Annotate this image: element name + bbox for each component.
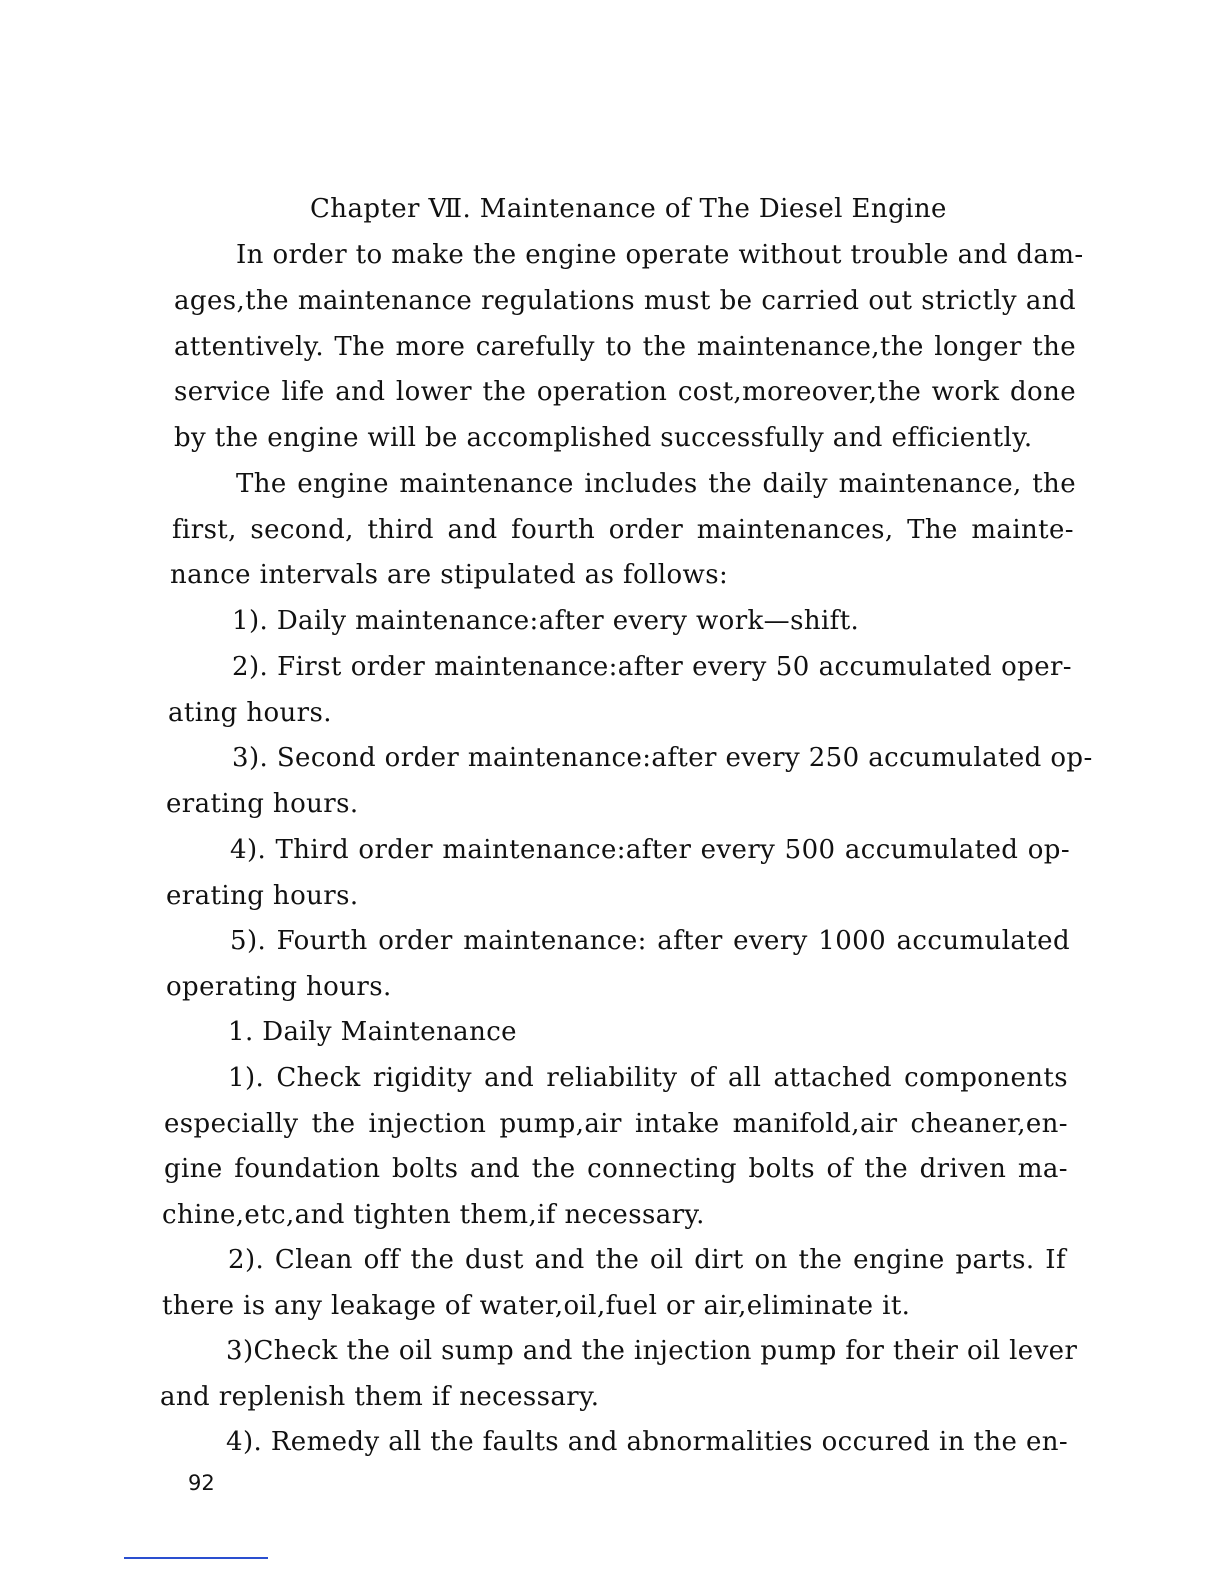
section-heading: 1. Daily Maintenance xyxy=(228,1017,517,1047)
text-line: by the engine will be accomplished successfully and efficiently. xyxy=(174,423,1033,453)
text-line: especially the injection pump,air intake manifold,air cheaner,en- xyxy=(164,1109,1068,1139)
page-number: 92 xyxy=(188,1471,215,1495)
text-line: The engine maintenance includes the daily maintenance, the xyxy=(236,469,1076,499)
text-line: chine,etc,and tighten them,if necessary. xyxy=(162,1200,705,1230)
text-line: 4). Third order maintenance:after every 500 accumulated op- xyxy=(230,835,1070,865)
text-line: 2). Clean off the dust and the oil dirt on the engine parts. If xyxy=(228,1245,1066,1275)
text-line: 3)Check the oil sump and the injection pump for their oil lever xyxy=(226,1336,1078,1366)
text-line: 4). Remedy all the faults and abnormalities occured in the en- xyxy=(226,1427,1069,1457)
chapter-title: Chapter Ⅶ. Maintenance of The Diesel Engine xyxy=(310,194,947,224)
text-line: erating hours. xyxy=(166,881,359,911)
text-line: and replenish them if necessary. xyxy=(160,1382,600,1412)
bottom-rule xyxy=(124,1557,268,1559)
text-line: there is any leakage of water,oil,fuel or air,eliminate it. xyxy=(162,1291,911,1321)
text-line: service life and lower the operation cost,moreover,the work done xyxy=(174,377,1076,407)
text-line: erating hours. xyxy=(166,789,359,819)
text-line: first, second, third and fourth order maintenances, The mainte- xyxy=(172,515,1074,545)
text-line: 1). Daily maintenance:after every work—shift. xyxy=(232,606,860,636)
text-line: 2). First order maintenance:after every 50 accumulated oper- xyxy=(232,652,1072,682)
text-line: nance intervals are stipulated as follows: xyxy=(170,560,729,590)
text-line: operating hours. xyxy=(166,972,392,1002)
text-line: gine foundation bolts and the connecting bolts of the driven ma- xyxy=(164,1154,1068,1184)
text-line: In order to make the engine operate without trouble and dam- xyxy=(236,240,1084,270)
text-line: ages,the maintenance regulations must be carried out strictly and xyxy=(174,286,1076,316)
text-line: ating hours. xyxy=(168,698,332,728)
text-line: 1). Check rigidity and reliability of all attached components xyxy=(228,1063,1068,1093)
text-line: attentively. The more carefully to the maintenance,the longer the xyxy=(174,332,1076,362)
text-line: 5). Fourth order maintenance: after every 1000 accumulated xyxy=(230,926,1070,956)
text-line: 3). Second order maintenance:after every 250 accumulated op- xyxy=(232,743,1093,773)
